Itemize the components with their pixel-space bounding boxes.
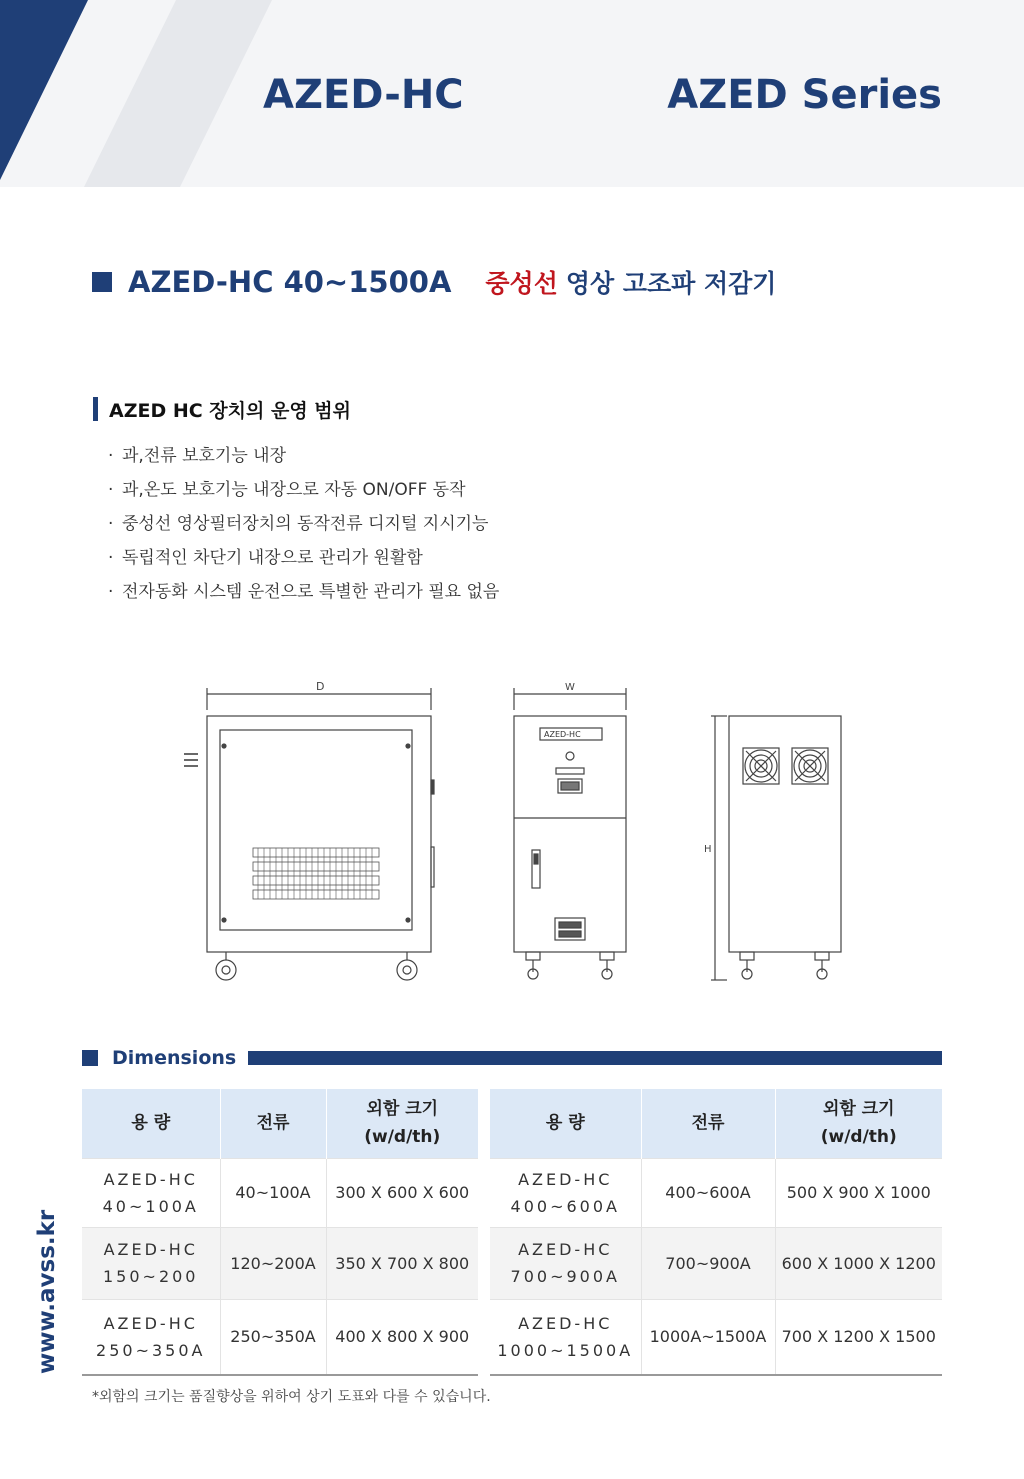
front-view-drawing	[514, 682, 626, 979]
section-bar-marker	[93, 397, 98, 421]
rear-view-drawing	[704, 716, 841, 980]
product-title-rest: 영상 고조파 저감기	[565, 269, 777, 298]
table-row	[490, 1158, 942, 1227]
current-cell: 120~200A	[220, 1227, 326, 1299]
table-row	[490, 1299, 942, 1375]
title-square-marker	[92, 272, 112, 292]
cooling-fan-icon	[743, 748, 779, 784]
column-header-capacity: 용 량	[82, 1089, 220, 1158]
column-header-size: 외함 크기 (w/d/th)	[326, 1089, 478, 1158]
capacity-cell: AZED-HC 1000~1500A	[490, 1299, 641, 1375]
page-header	[0, 0, 1024, 187]
dimension-label-h: H	[704, 844, 712, 855]
current-cell: 40~100A	[220, 1158, 326, 1227]
dimensions-rule	[248, 1051, 942, 1065]
column-header-capacity: 용 량	[490, 1089, 641, 1158]
list-item: · 독립적인 차단기 내장으로 관리가 원활함	[108, 548, 423, 568]
size-cell: 600 X 1000 X 1200	[775, 1227, 942, 1299]
size-cell: 500 X 900 X 1000	[775, 1158, 942, 1227]
size-cell: 700 X 1200 X 1500	[775, 1299, 942, 1375]
dimensions-table-left	[82, 1089, 478, 1376]
table-row	[82, 1227, 478, 1299]
list-item: · 과,전류 보호기능 내장	[108, 446, 287, 466]
header-model: AZED-HC	[263, 72, 464, 118]
website-url[interactable]: www.avss.kr	[34, 1209, 60, 1374]
section-title: AZED HC 장치의 운영 범위	[109, 399, 352, 422]
feature-list	[108, 443, 499, 613]
list-item: · 과,온도 보호기능 내장으로 자동 ON/OFF 동작	[108, 480, 466, 500]
size-cell: 350 X 700 X 800	[326, 1227, 478, 1299]
table-row	[82, 1158, 478, 1227]
dimension-label-w: W	[565, 682, 575, 693]
capacity-cell: AZED-HC 250~350A	[82, 1299, 220, 1375]
cooling-fan-icon	[792, 748, 828, 784]
table-row	[82, 1299, 478, 1375]
size-cell: 300 X 600 X 600	[326, 1158, 478, 1227]
dimensions-square-marker	[82, 1050, 98, 1066]
dimensions-title: Dimensions	[112, 1047, 237, 1069]
table-row	[490, 1227, 942, 1299]
size-cell: 400 X 800 X 900	[326, 1299, 478, 1375]
column-header-current: 전류	[641, 1089, 775, 1158]
cabinet-technical-drawing	[170, 672, 860, 992]
column-header-size: 외함 크기 (w/d/th)	[775, 1089, 942, 1158]
product-title	[92, 262, 776, 302]
dimensions-table-right	[490, 1089, 942, 1376]
current-cell: 1000A~1500A	[641, 1299, 775, 1375]
dimensions-heading	[82, 1045, 942, 1071]
capacity-cell: AZED-HC 400~600A	[490, 1158, 641, 1227]
product-title-accent: 중성선	[485, 269, 558, 298]
product-model-range: AZED-HC 40~1500A	[128, 265, 452, 299]
section-heading	[93, 396, 351, 422]
header-series: AZED Series	[667, 72, 942, 118]
column-header-current: 전류	[220, 1089, 326, 1158]
capacity-cell: AZED-HC 700~900A	[490, 1227, 641, 1299]
capacity-cell: AZED-HC 150~200	[82, 1227, 220, 1299]
list-item: · 중성선 영상필터장치의 동작전류 디지털 지시기능	[108, 514, 489, 534]
dimension-label-d: D	[316, 680, 325, 693]
panel-nameplate: AZED-HC	[544, 730, 581, 739]
footnote: *외함의 크기는 품질향상을 위하여 상기 도표와 다를 수 있습니다.	[92, 1389, 491, 1405]
side-view-drawing	[184, 680, 434, 980]
list-item: · 전자동화 시스템 운전으로 특별한 관리가 필요 없음	[108, 582, 500, 602]
current-cell: 250~350A	[220, 1299, 326, 1375]
current-cell: 400~600A	[641, 1158, 775, 1227]
current-cell: 700~900A	[641, 1227, 775, 1299]
capacity-cell: AZED-HC 40~100A	[82, 1158, 220, 1227]
